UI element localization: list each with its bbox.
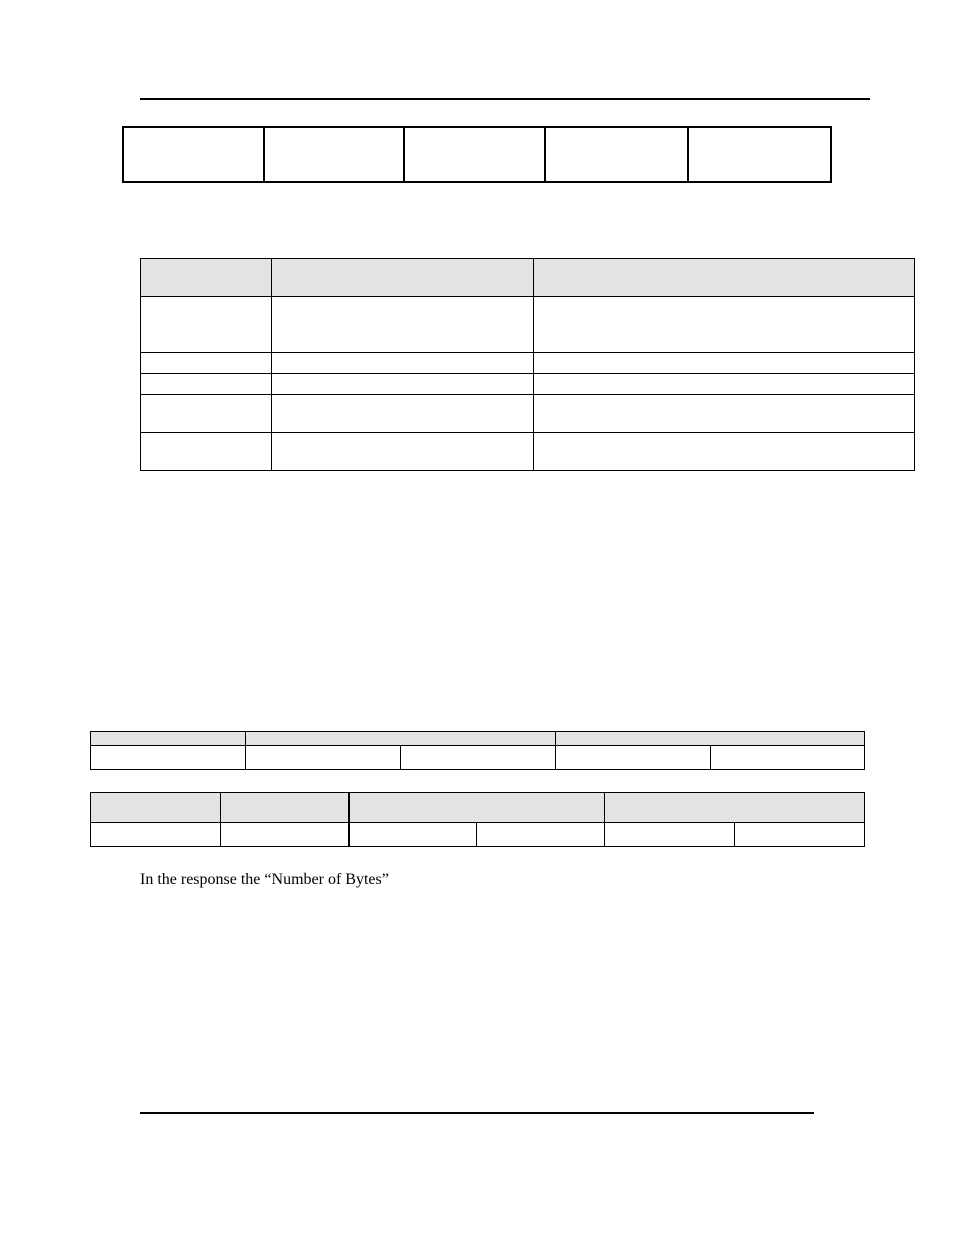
column-header <box>91 793 221 823</box>
frame-structure-table <box>122 126 832 183</box>
table-cell <box>534 374 915 395</box>
table-row <box>141 353 915 374</box>
column-header <box>534 259 915 297</box>
table-cell <box>272 297 534 353</box>
table-header-row <box>91 793 865 823</box>
table-row <box>91 823 865 847</box>
response-frame-table <box>90 792 865 847</box>
frame-cell <box>688 127 831 182</box>
column-header <box>605 793 865 823</box>
frame-cell <box>264 127 404 182</box>
table-cell <box>534 433 915 471</box>
table-cell <box>91 823 221 847</box>
table-cell <box>534 395 915 433</box>
request-frame-table <box>90 731 865 770</box>
table-cell <box>477 823 605 847</box>
column-header <box>272 259 534 297</box>
header-rule <box>140 98 870 100</box>
table-cell <box>272 433 534 471</box>
table-row <box>141 395 915 433</box>
table-cell <box>534 297 915 353</box>
table-cell <box>349 823 477 847</box>
column-header <box>221 793 349 823</box>
table-cell <box>401 746 556 770</box>
table-cell <box>272 353 534 374</box>
table-cell <box>141 433 272 471</box>
column-header <box>349 793 605 823</box>
table-cell <box>556 746 711 770</box>
table-cell <box>272 374 534 395</box>
table-cell <box>221 823 349 847</box>
table-cell <box>605 823 735 847</box>
response-note: In the response the “Number of Bytes” <box>140 871 389 888</box>
table-row <box>141 374 915 395</box>
table-cell <box>141 374 272 395</box>
table-header-row <box>141 259 915 297</box>
table-cell <box>141 353 272 374</box>
table-cell <box>246 746 401 770</box>
table-cell <box>735 823 865 847</box>
footer-rule <box>140 1112 814 1114</box>
frame-cell <box>545 127 688 182</box>
table-row <box>91 746 865 770</box>
frame-cell <box>123 127 264 182</box>
table-row <box>141 433 915 471</box>
table-cell <box>141 395 272 433</box>
column-header <box>556 732 865 746</box>
table-cell <box>141 297 272 353</box>
table-row <box>123 127 831 182</box>
table-cell <box>91 746 246 770</box>
column-header <box>246 732 556 746</box>
parameter-table <box>140 258 915 471</box>
column-header <box>91 732 246 746</box>
table-header-row <box>91 732 865 746</box>
column-header <box>141 259 272 297</box>
table-cell <box>534 353 915 374</box>
table-cell <box>272 395 534 433</box>
table-cell <box>711 746 865 770</box>
frame-cell <box>404 127 545 182</box>
table-row <box>141 297 915 353</box>
